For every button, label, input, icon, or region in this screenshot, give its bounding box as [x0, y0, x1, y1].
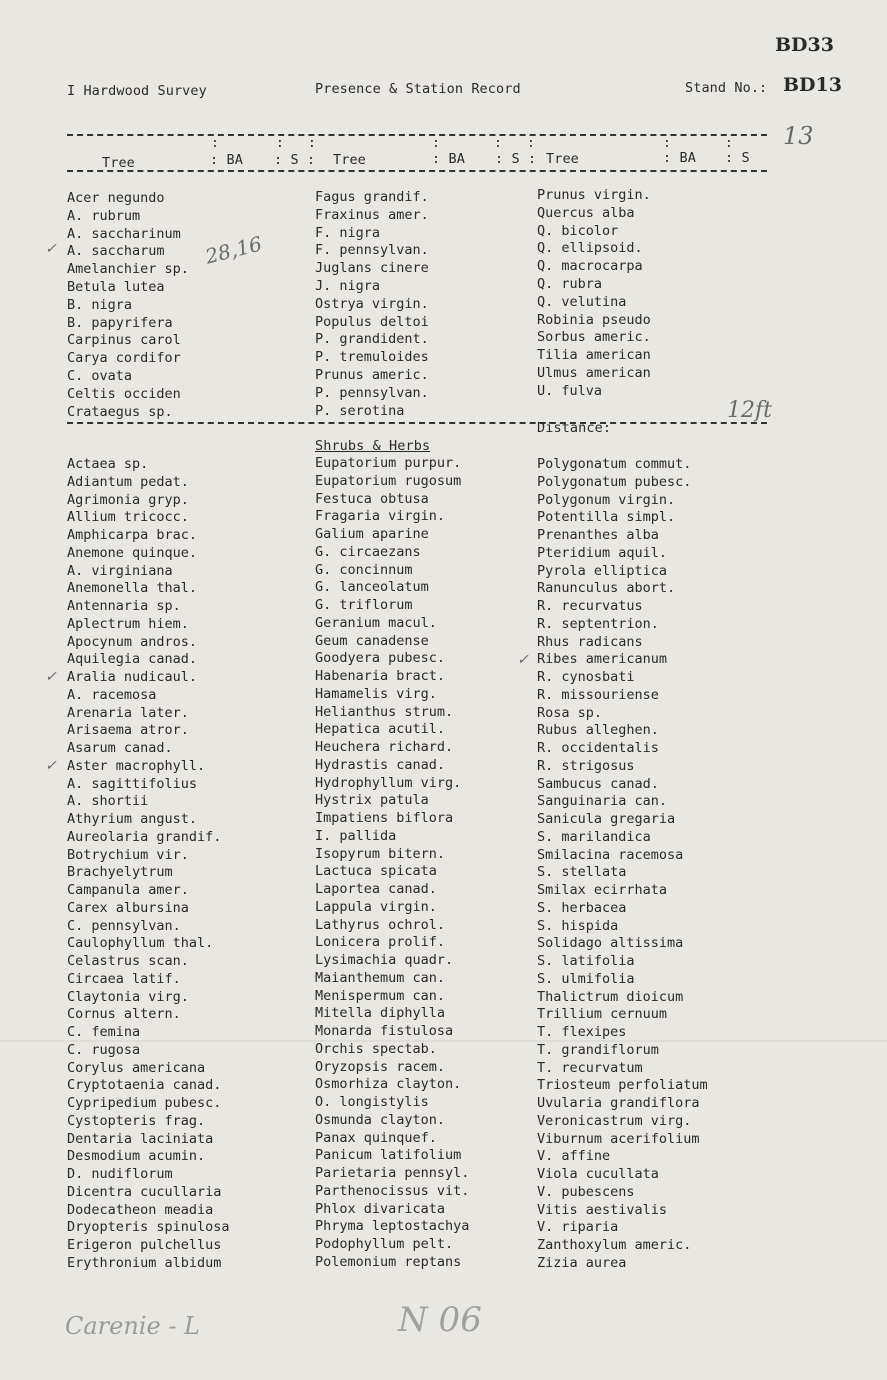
col-s-1: : S : — [274, 152, 316, 168]
list-item: A. shortii — [67, 793, 149, 810]
list-item: Dryopteris spinulosa — [67, 1219, 230, 1236]
list-item: Ranunculus abort. — [537, 580, 676, 597]
list-item: P. tremuloides — [315, 349, 429, 366]
list-item: Ribes americanum — [537, 651, 668, 668]
list-item: Pyrola elliptica — [537, 562, 668, 579]
list-item: Rhus radicans — [537, 633, 643, 650]
list-item: Mitella diphylla — [315, 1005, 446, 1022]
col-ba-2: : BA — [432, 151, 465, 167]
distance-label: Distance: — [537, 420, 612, 436]
sep: : — [494, 136, 502, 151]
list-item: Panax quinquef. — [315, 1129, 437, 1146]
list-item: R. recurvatus — [537, 598, 643, 614]
list-item: B. papyrifera — [67, 314, 173, 331]
list-item: Viola cucullata — [537, 1166, 659, 1182]
list-item: G. lanceolatum — [315, 579, 429, 596]
list-item: Amelanchier sp. — [67, 261, 189, 278]
list-item: S. latifolia — [537, 953, 635, 969]
list-item: Circaea latif. — [67, 970, 181, 987]
list-item: Solidago altissima — [537, 935, 684, 952]
list-item: Heuchera richard. — [315, 739, 454, 755]
col-tree-3: Tree — [546, 151, 579, 167]
list-item: Potentilla simpl. — [537, 509, 676, 526]
list-item: Helianthus strum. — [315, 703, 454, 720]
sep: : — [276, 136, 284, 151]
list-item: Pteridium aquil. — [537, 544, 668, 561]
list-item: S. marilandica — [537, 828, 651, 845]
col-s-2: : S : — [495, 151, 537, 167]
list-item: Fraxinus amer. — [315, 206, 429, 223]
list-item: Tilia american — [537, 347, 651, 364]
list-item: Habenaria bract. — [315, 668, 446, 684]
list-item: C. pennsylvan. — [67, 917, 181, 934]
list-item: Botrychium vir. — [67, 846, 189, 863]
list-item: Hydrastis canad. — [315, 756, 446, 773]
list-item: Sorbus americ. — [537, 329, 651, 346]
sep: : — [725, 136, 733, 151]
shrubs-col-1 — [67, 456, 230, 1273]
stand-label: Stand No.: — [685, 80, 768, 96]
list-item: A. rubrum — [67, 207, 141, 224]
list-item: Laportea canad. — [315, 881, 437, 897]
list-item: Adiantum pedat. — [67, 473, 189, 490]
list-item: Corylus americana — [67, 1059, 206, 1076]
note-13: 13 — [783, 122, 814, 150]
list-item: F. nigra — [315, 224, 381, 241]
list-item: Amphicarpa brac. — [67, 527, 198, 543]
list-item: R. occidentalis — [537, 740, 659, 756]
list-item: Rubus alleghen. — [537, 722, 659, 739]
section-rule — [67, 422, 767, 424]
list-item: Orchis spectab. — [315, 1040, 437, 1057]
list-item: Impatiens biflora — [315, 810, 454, 826]
list-item: Lysimachia quadr. — [315, 952, 454, 968]
list-item: Lonicera prolif. — [315, 934, 446, 951]
list-item: R. cynosbati — [537, 669, 635, 685]
list-item: Sanicula gregaria — [537, 811, 676, 827]
list-item: Cryptotaenia canad. — [67, 1077, 222, 1094]
col-ba-1: : BA — [210, 152, 243, 168]
list-item: Ulmus american — [537, 364, 651, 381]
list-item: Monarda fistulosa — [315, 1023, 454, 1039]
trees-col-1 — [67, 190, 189, 421]
list-item: Caulophyllum thal. — [67, 935, 214, 952]
bottom-left-note: Carenie - L — [65, 1312, 200, 1340]
list-item: Smilax ecirrhata — [537, 882, 668, 898]
shrubs-col-3 — [537, 456, 708, 1273]
list-item: Hydrophyllum virg. — [315, 774, 462, 791]
list-item: Veronicastrum virg. — [537, 1112, 692, 1129]
list-item: Isopyrum bitern. — [315, 845, 446, 862]
corner-stamp: BD33 — [775, 34, 834, 56]
list-item: A. racemosa — [67, 686, 157, 703]
col-tree-1: Tree — [102, 155, 135, 171]
list-item: Panicum latifolium — [315, 1147, 462, 1164]
list-item: Cypripedium pubesc. — [67, 1095, 222, 1111]
survey-title: I Hardwood Survey — [67, 83, 207, 99]
list-item: Asarum canad. — [67, 740, 173, 756]
list-item: Phlox divaricata — [315, 1200, 446, 1217]
list-item: Zanthoxylum americ. — [537, 1237, 692, 1253]
list-item: V. pubescens — [537, 1183, 635, 1200]
list-item: Dodecatheon meadia — [67, 1201, 214, 1218]
list-item: Trillium cernuum — [537, 1006, 668, 1023]
list-item: Vitis aestivalis — [537, 1201, 668, 1218]
list-item: Brachyelytrum — [67, 864, 173, 881]
list-item: Cornus altern. — [67, 1006, 181, 1023]
list-item: Festuca obtusa — [315, 490, 429, 507]
list-item: G. concinnum — [315, 561, 413, 578]
sep: : — [308, 136, 316, 151]
list-item: Prunus virgin. — [537, 187, 651, 203]
check-mark: ✓ — [45, 669, 57, 685]
shrubs-col-2 — [315, 455, 469, 1272]
list-item: Thalictrum dioicum — [537, 988, 684, 1005]
list-item: Q. rubra — [537, 275, 603, 292]
list-item: G. triflorum — [315, 597, 413, 613]
list-item: Hystrix patula — [315, 792, 429, 809]
check-mark: ✓ — [45, 758, 57, 774]
list-item: R. strigosus — [537, 757, 635, 774]
list-item: O. longistylis — [315, 1094, 429, 1110]
list-item: Claytonia virg. — [67, 988, 189, 1005]
list-item: Aquilegia canad. — [67, 651, 198, 668]
list-item: T. grandiflorum — [537, 1041, 659, 1058]
list-item: A. sagittifolius — [67, 775, 198, 792]
list-item: P. grandident. — [315, 331, 429, 348]
list-item: Viburnum acerifolium — [537, 1130, 700, 1147]
list-item: S. herbacea — [537, 899, 627, 916]
list-item: Lathyrus ochrol. — [315, 916, 446, 933]
list-item: R. septentrion. — [537, 615, 659, 632]
list-item: Parthenocissus vit. — [315, 1182, 470, 1199]
list-item: Polygonatum commut. — [537, 456, 692, 472]
list-item: C. rugosa — [67, 1041, 141, 1058]
list-item: Populus deltoi — [315, 313, 429, 330]
list-item: Celtis occiden — [67, 385, 181, 402]
list-item: C. ovata — [67, 367, 133, 384]
list-item: Aralia nudicaul. — [67, 669, 198, 685]
list-item: Campanula amer. — [67, 882, 189, 898]
list-item: Polygonum virgin. — [537, 491, 676, 508]
list-item: Hepatica acutil. — [315, 721, 446, 738]
list-item: Polemonium reptans — [315, 1253, 462, 1270]
sep: : — [527, 136, 535, 151]
list-item: Rosa sp. — [537, 704, 603, 721]
list-item: Carex albursina — [67, 899, 189, 916]
list-item: Q. bicolor — [537, 222, 619, 239]
list-item: B. nigra — [67, 296, 133, 313]
list-item: Dicentra cucullaria — [67, 1183, 222, 1200]
list-item: Apocynum andros. — [67, 633, 198, 650]
sep: : — [432, 136, 440, 151]
list-item: T. flexipes — [537, 1024, 627, 1040]
list-item: Menispermum can. — [315, 987, 446, 1004]
list-item: Prenanthes alba — [537, 527, 659, 543]
list-item: P. serotina — [315, 402, 405, 419]
list-item: Actaea sp. — [67, 456, 149, 472]
list-item: Erythronium albidum — [67, 1254, 222, 1271]
list-item: Q. ellipsoid. — [537, 240, 643, 257]
list-item: Uvularia grandiflora — [537, 1095, 700, 1111]
trees-col-3 — [537, 187, 651, 401]
list-item: Arisaema atror. — [67, 722, 189, 739]
list-item: Q. velutina — [537, 293, 627, 310]
list-item: Lappula virgin. — [315, 898, 437, 915]
list-item: Juglans cinere — [315, 260, 429, 277]
bottom-mid-note: N 06 — [398, 1300, 482, 1340]
list-item: S. hispida — [537, 917, 619, 934]
list-item: Carpinus carol — [67, 332, 181, 349]
list-item: Betula lutea — [67, 278, 165, 295]
list-item: Phryma leptostachya — [315, 1218, 470, 1235]
list-item: S. ulmifolia — [537, 970, 635, 987]
header-rule-top — [67, 134, 767, 136]
list-item: Fagus grandif. — [315, 189, 429, 205]
list-item: Geum canadense — [315, 632, 429, 649]
list-item: Aster macrophyll. — [67, 757, 206, 774]
list-item: Sambucus canad. — [537, 775, 659, 792]
list-item: A. saccharum — [67, 243, 165, 260]
list-item: Allium tricocc. — [67, 509, 189, 526]
list-item: D. nudiflorum — [67, 1166, 173, 1182]
list-item: Prunus americ. — [315, 366, 429, 383]
list-item: Oryzopsis racem. — [315, 1058, 446, 1075]
list-item: Hamamelis virg. — [315, 685, 437, 702]
list-item: R. missouriense — [537, 686, 659, 703]
list-item: Desmodium acumin. — [67, 1148, 206, 1165]
list-item: Anemonella thal. — [67, 580, 198, 597]
list-item: Anemone quinque. — [67, 544, 198, 561]
list-item: Aureolaria grandif. — [67, 828, 222, 845]
list-item: C. femina — [67, 1024, 141, 1040]
note-distance: 12ft — [727, 398, 772, 423]
list-item: T. recurvatum — [537, 1059, 643, 1076]
list-item: Athyrium angust. — [67, 811, 198, 827]
stand-value: BD13 — [783, 74, 842, 96]
list-item: Osmorhiza clayton. — [315, 1076, 462, 1093]
sep: : — [663, 136, 671, 151]
list-item: V. affine — [537, 1148, 611, 1165]
trees-col-2 — [315, 189, 429, 420]
check-mark: ✓ — [517, 652, 529, 668]
list-item: Arenaria later. — [67, 704, 189, 721]
list-item: Maianthemum can. — [315, 969, 446, 986]
col-s-3: : S — [725, 150, 750, 166]
list-item: Agrimonia gryp. — [67, 491, 189, 508]
list-item: Aplectrum hiem. — [67, 615, 189, 632]
list-item: Triosteum perfoliatum — [537, 1077, 708, 1094]
list-item: Zizia aurea — [537, 1254, 627, 1271]
shrubs-heading: Shrubs & Herbs — [315, 438, 431, 454]
list-item: I. pallida — [315, 827, 397, 844]
list-item: Quercus alba — [537, 204, 635, 221]
list-item: Lactuca spicata — [315, 863, 437, 880]
note-saccharum: 28,16 — [202, 231, 265, 269]
list-item: Parietaria pennsyl. — [315, 1165, 470, 1181]
list-item: Carya cordifor — [67, 350, 181, 367]
col-ba-3: : BA — [663, 150, 696, 166]
list-item: A. saccharinum — [67, 225, 181, 242]
list-item: Eupatorium rugosum — [315, 472, 462, 489]
list-item: Smilacina racemosa — [537, 846, 684, 863]
list-item: Ostrya virgin. — [315, 295, 429, 312]
list-item: Eupatorium purpur. — [315, 455, 462, 471]
list-item: Erigeron pulchellus — [67, 1237, 222, 1253]
list-item: Q. macrocarpa — [537, 258, 643, 275]
list-item: A. virginiana — [67, 562, 173, 579]
list-item: V. riparia — [537, 1219, 619, 1236]
col-tree-2: Tree — [333, 152, 366, 168]
list-item: Osmunda clayton. — [315, 1111, 446, 1128]
list-item: G. circaezans — [315, 543, 421, 560]
list-item: Celastrus scan. — [67, 953, 189, 969]
list-item: Sanguinaria can. — [537, 793, 668, 810]
list-item: S. stellata — [537, 864, 627, 881]
list-item: Geranium macul. — [315, 614, 437, 631]
list-item: Goodyera pubesc. — [315, 650, 446, 667]
list-item: Polygonatum pubesc. — [537, 473, 692, 490]
header-rule-bottom — [67, 170, 767, 172]
record-title: Presence & Station Record — [315, 81, 521, 97]
list-item: Cystopteris frag. — [67, 1112, 206, 1129]
check-mark: ✓ — [45, 241, 57, 257]
list-item: F. pennsylvan. — [315, 242, 429, 259]
list-item: Galium aparine — [315, 526, 429, 542]
list-item: P. pennsylvan. — [315, 384, 429, 401]
list-item: Robinia pseudo — [537, 311, 651, 328]
list-item: J. nigra — [315, 277, 381, 294]
list-item: Podophyllum pelt. — [315, 1236, 454, 1252]
list-item: Acer negundo — [67, 190, 165, 206]
list-item: Crataegus sp. — [67, 403, 173, 420]
sep: : — [211, 136, 219, 151]
list-item: Antennaria sp. — [67, 598, 181, 614]
list-item: U. fulva — [537, 382, 603, 399]
list-item: Dentaria laciniata — [67, 1130, 214, 1147]
list-item: Fragaria virgin. — [315, 508, 446, 525]
